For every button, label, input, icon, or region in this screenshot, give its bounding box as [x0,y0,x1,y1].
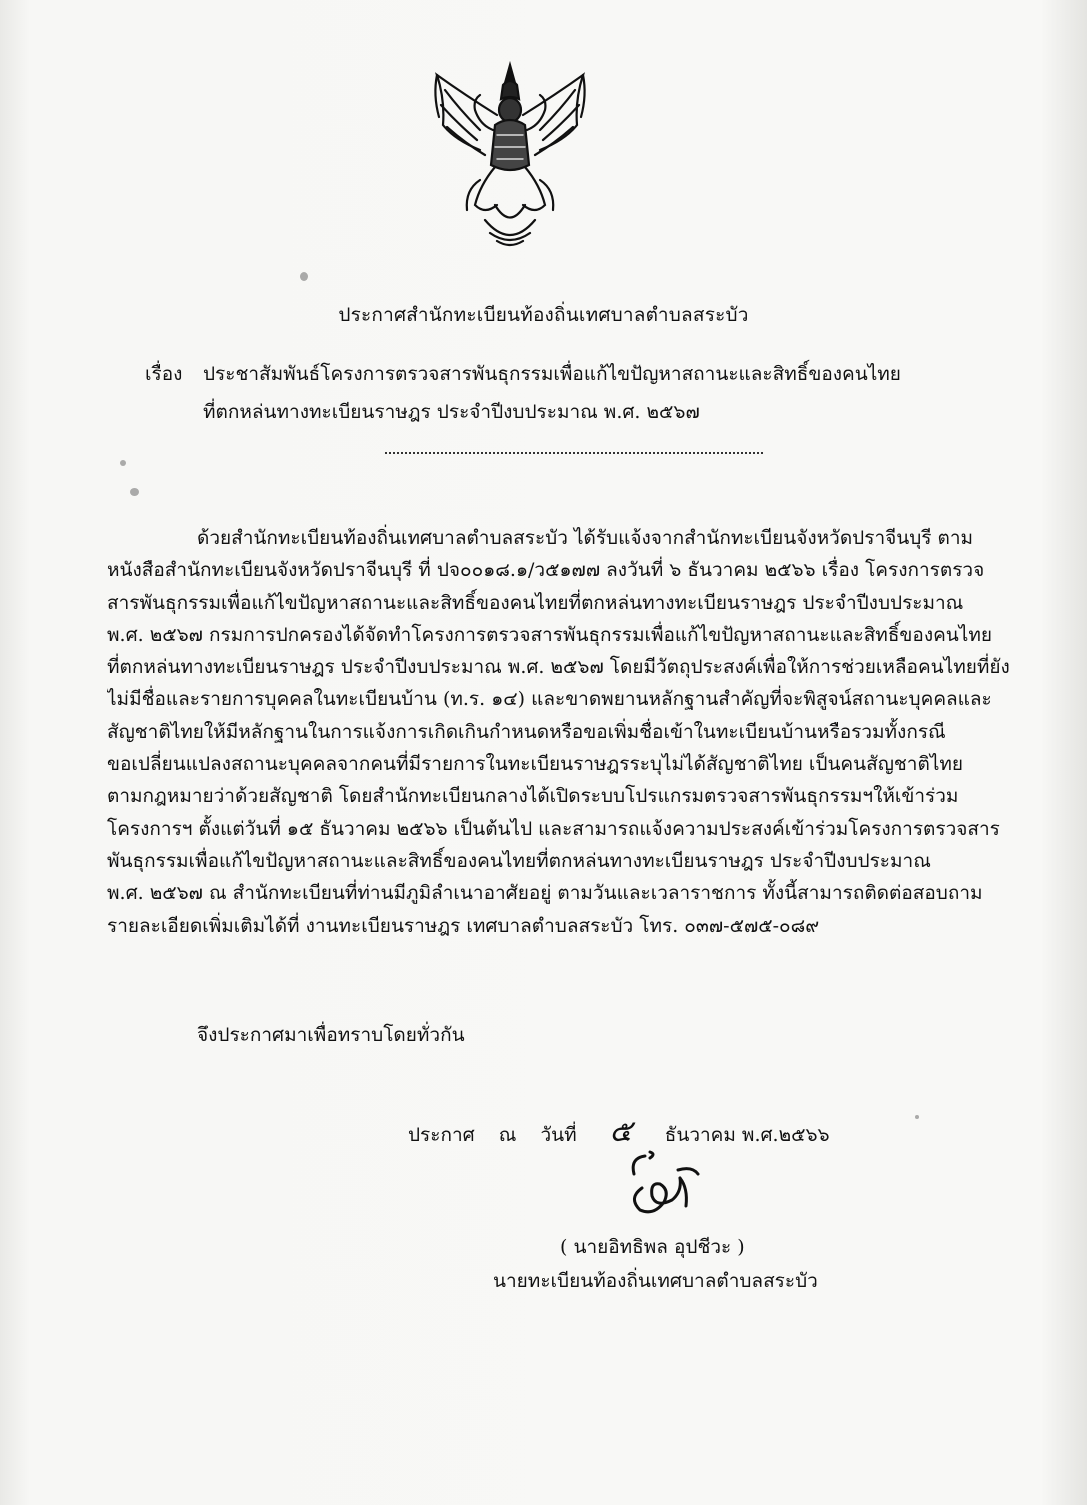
announce-day-label: วันที่ [540,1124,577,1146]
closing-statement: จึงประกาศมาเพื่อทราบโดยทั่วกัน [197,1024,465,1046]
signature-mark [620,1148,705,1220]
announce-prefix: ประกาศ [408,1124,475,1146]
signer-title: นายทะเบียนท้องถิ่นเทศบาลตำบลสระบัว [493,1270,818,1292]
body-paragraph [107,522,1017,942]
body-line: สัญชาติไทยให้มีหลักฐานในการแจ้งการเกิดเกินกำหนดหรือขอเพิ่มชื่อเข้าในทะเบียนบ้านหรือรวมทั้งกรณี [107,720,946,743]
body-line: ด้วยสำนักทะเบียนท้องถิ่นเทศบาลตำบลสระบัว ได้รับแจ้งจากสำนักทะเบียนจังหวัดปราจีนบุรี ตาม [197,527,974,549]
body-line: หนังสือสำนักทะเบียนจังหวัดปราจีนบุรี ที่ ปจ๐๐๑๘.๑/ว๕๑๗๗ ลงวันที่ ๖ ธันวาคม ๒๕๖๖ เรื่อง โครงการตรวจ [107,559,985,582]
scan-speck [120,460,126,466]
signer-name: ( นายอิทธิพล อุปชีวะ ) [560,1236,745,1258]
garuda-emblem-icon [425,55,595,250]
body-line: รายละเอียดเพิ่มเติมได้ที่ งานทะเบียนราษฎร เทศบาลตำบลสระบัว โทร. ๐๓๗-๕๗๕-๐๘๙ [107,914,820,937]
body-line: โครงการฯ ตั้งแต่วันที่ ๑๕ ธันวาคม ๒๕๖๖ เป็นต้นไป และสามารถแจ้งความประสงค์เข้าร่วมโครงการตรวจสาร [107,817,1000,840]
body-line: ตามกฎหมายว่าด้วยสัญชาติ โดยสำนักทะเบียนกลางได้เปิดระบบโปรแกรมตรวจสารพันธุกรรมฯให้เข้าร่วม [107,785,959,808]
body-line: พ.ศ. ๒๕๖๗ กรมการปกครองได้จัดทำโครงการตรวจสารพันธุกรรมเพื่อแก้ไขปัญหาสถานะและสิทธิ์ของคนไทย [107,623,993,646]
announcement-heading: ประกาศสำนักทะเบียนท้องถิ่นเทศบาลตำบลสระบัว [338,304,749,326]
body-line: ขอเปลี่ยนแปลงสถานะบุคคลจากคนที่มีรายการในทะเบียนราษฎรระบุไม่ได้สัญชาติไทย เป็นคนสัญชาติไทย [107,753,964,776]
announce-month-year: ธันวาคม พ.ศ.๒๕๖๖ [664,1124,830,1146]
subject-text-1: ประชาสัมพันธ์โครงการตรวจสารพันธุกรรมเพื่อแก้ไขปัญหาสถานะและสิทธิ์ของคนไทย [203,363,901,385]
subject-line-2: ที่ตกหล่นทางทะเบียนราษฎร ประจำปีงบประมาณ พ.ศ. ๒๕๖๗ [203,401,700,423]
body-line: พันธุกรรมเพื่อแก้ไขปัญหาสถานะและสิทธิ์ของคนไทยที่ตกหล่นทางทะเบียนราษฎร ประจำปีงบประมาณ [107,849,931,872]
scan-speck [915,1115,919,1119]
subject-line-1 [145,355,945,393]
announce-at: ณ [498,1124,517,1146]
body-line: พ.ศ. ๒๕๖๗ ณ สำนักทะเบียนที่ท่านมีภูมิลำเนาอาศัยอยู่ ตามวันและเวลาราชการ ทั้งนี้สามารถติดต่อสอบถาม [107,882,983,905]
dotted-separator [385,452,763,454]
announce-day-handwritten: ๕ [609,1114,633,1149]
scan-speck [300,272,308,281]
scan-speck [130,488,139,496]
body-line: ไม่มีชื่อและรายการบุคคลในทะเบียนบ้าน (ท.ร. ๑๔) และขาดพยานหลักฐานสำคัญที่จะพิสูจน์สถานะบุคคลและ [107,688,992,711]
body-line: ที่ตกหล่นทางทะเบียนราษฎร ประจำปีงบประมาณ พ.ศ. ๒๕๖๗ โดยมีวัตถุประสงค์เพื่อให้การช่วยเหลือคนไทยที่ยัง [107,656,1010,679]
subject-label: เรื่อง [145,363,183,385]
body-line: สารพันธุกรรมเพื่อแก้ไขปัญหาสถานะและสิทธิ์ของคนไทยที่ตกหล่นทางทะเบียนราษฎร ประจำปีงบประมาณ [107,591,964,614]
subject-block [145,355,945,431]
